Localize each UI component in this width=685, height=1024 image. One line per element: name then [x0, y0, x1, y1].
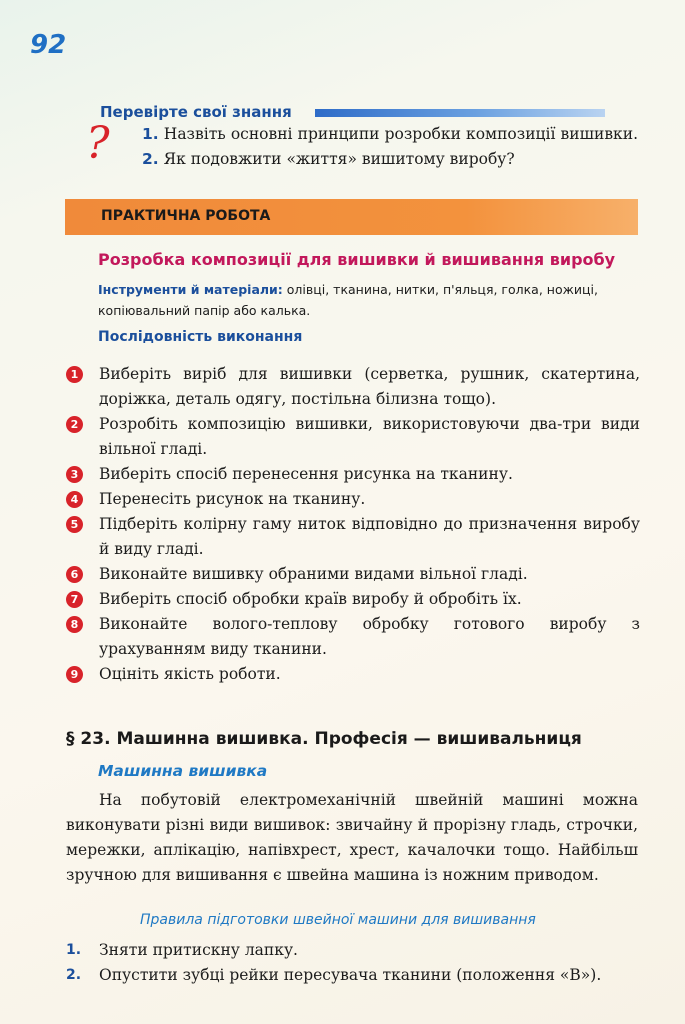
- step-item: [66, 462, 640, 487]
- practical-work-banner: [65, 199, 638, 235]
- step-item: [66, 362, 640, 412]
- question-mark-icon: ?: [86, 118, 110, 169]
- step-number-badge: 7: [66, 591, 83, 608]
- step-text: Виберіть спосіб перенесення рисунка на тканину.: [99, 465, 513, 483]
- question-text: Як подовжити «життя» вишитому виробу?: [163, 150, 515, 168]
- step-number-badge: 3: [66, 466, 83, 483]
- section-paragraph: На побутовій електромеханічній швейній машині можна виконувати різні види вишивок: звичайну й прорізну гладь, строчки, мережки, аплікацію, напівхрест, хрест, качалочки тощо. Найбільш зручною для вишивання є швейна машина із ножним приводом.: [66, 791, 638, 884]
- step-number-badge: 4: [66, 491, 83, 508]
- steps-list: [66, 362, 640, 687]
- question-number: 2.: [142, 150, 159, 168]
- rules-title: Правила підготовки швейної машини для вишивання: [140, 912, 536, 928]
- tools-and-materials: [98, 279, 638, 321]
- rule-item: [66, 963, 640, 988]
- step-text: Розробіть композицію вишивки, використовуючи два-три види вільної гладі.: [99, 415, 640, 458]
- step-item: [66, 612, 640, 662]
- rules-list: [66, 938, 640, 988]
- step-item: [66, 662, 640, 687]
- step-number-badge: 9: [66, 666, 83, 683]
- title-decor-bar: [315, 109, 605, 117]
- step-number-badge: 2: [66, 416, 83, 433]
- section-subtitle: Машинна вишивка: [98, 762, 268, 780]
- banner-label: ПРАКТИЧНА РОБОТА: [101, 208, 271, 224]
- question-text: Назвіть основні принципи розробки композиції вишивки.: [163, 125, 638, 143]
- step-number-badge: 1: [66, 366, 83, 383]
- rule-number: 1.: [66, 942, 82, 958]
- section-title: § 23. Машинна вишивка. Професія — вишивальниця: [66, 729, 582, 749]
- step-text: Виконайте волого-теплову обробку готового виробу з урахуванням виду тканини.: [99, 615, 640, 658]
- check-knowledge-title: Перевірте свої знання: [100, 103, 292, 121]
- step-item: [66, 512, 640, 562]
- step-text: Підберіть колірну гаму ниток відповідно до призначення виробу й виду гладі.: [99, 515, 640, 558]
- step-item: [66, 562, 640, 587]
- tools-label: Інструменти й матеріали:: [98, 282, 283, 297]
- step-number-badge: 5: [66, 516, 83, 533]
- rule-text: Зняти притискну лапку.: [99, 941, 298, 959]
- page-number: 92: [30, 30, 67, 60]
- review-questions: [142, 122, 638, 172]
- step-item: [66, 587, 640, 612]
- rule-text: Опустити зубці рейки пересувача тканини (положення «В»).: [99, 966, 602, 984]
- tools-text: олівці, тканина, нитки, п'яльця, голка, ножиці, копіювальний папір або калька.: [98, 282, 598, 318]
- question-number: 1.: [142, 125, 159, 143]
- rule-number: 2.: [66, 967, 82, 983]
- rule-item: [66, 938, 640, 963]
- step-item: [66, 412, 640, 462]
- step-text: Перенесіть рисунок на тканину.: [99, 490, 366, 508]
- step-number-badge: 8: [66, 616, 83, 633]
- step-item: [66, 487, 640, 512]
- sequence-title: Послідовність виконання: [98, 329, 303, 345]
- practical-work-title: Розробка композиції для вишивки й вишивання виробу: [98, 250, 616, 269]
- step-text: Оцініть якість роботи.: [99, 665, 281, 683]
- step-text: Виконайте вишивку обраними видами вільної гладі.: [99, 565, 528, 583]
- step-text: Виберіть виріб для вишивки (серветка, рушник, скатертина, доріжка, деталь одягу, постільна білизна тощо).: [99, 365, 640, 408]
- step-number-badge: 6: [66, 566, 83, 583]
- step-text: Виберіть спосіб обробки країв виробу й обробіть їх.: [99, 590, 522, 608]
